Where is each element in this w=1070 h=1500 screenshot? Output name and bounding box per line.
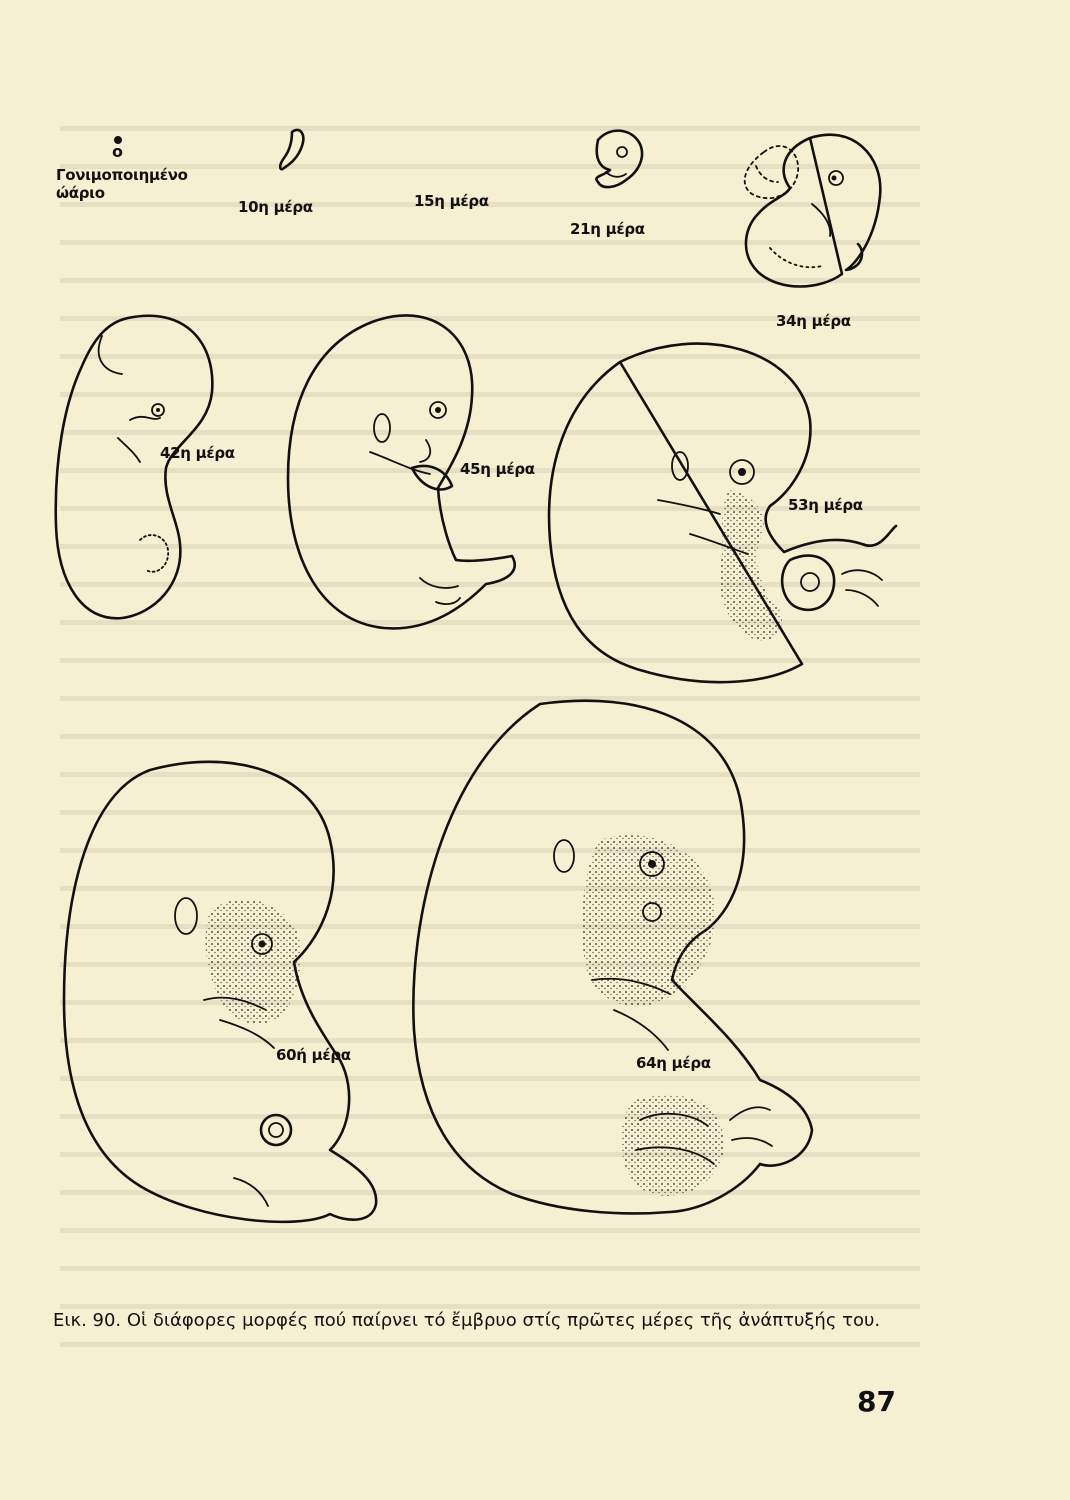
label-day34: 34η μέρα <box>776 312 851 330</box>
embryo-day42-drawing <box>56 316 213 619</box>
label-day10: 10η μέρα <box>238 198 313 216</box>
embryo-day34-drawing <box>746 135 880 287</box>
embryo-day10-drawing <box>280 130 303 169</box>
label-day45: 45η μέρα <box>460 460 535 478</box>
embryo-day64-drawing <box>413 701 812 1214</box>
label-day60: 60ή μέρα <box>276 1046 351 1064</box>
label-day64: 64η μέρα <box>636 1054 711 1072</box>
figure-caption: Εικ. 90. Οἱ διάφορες μορφές πού παίρνει τό ἔμβρυο στίς πρῶτες μέρες τῆς ἀνάπτυξής του. <box>53 1310 881 1331</box>
label-day42: 42η μέρα <box>160 444 235 462</box>
embryo-day15-drawing <box>596 131 642 187</box>
label-day15: 15η μέρα <box>414 192 489 210</box>
label-day21: 21η μέρα <box>570 220 645 238</box>
embryo-day60-drawing <box>64 762 376 1222</box>
label-oocyte-letter: ο <box>112 142 123 161</box>
label-oocyte: Γονιμοποιημένο ώάριο <box>56 166 188 202</box>
page-number: 87 <box>857 1385 896 1418</box>
label-day53: 53η μέρα <box>788 496 863 514</box>
